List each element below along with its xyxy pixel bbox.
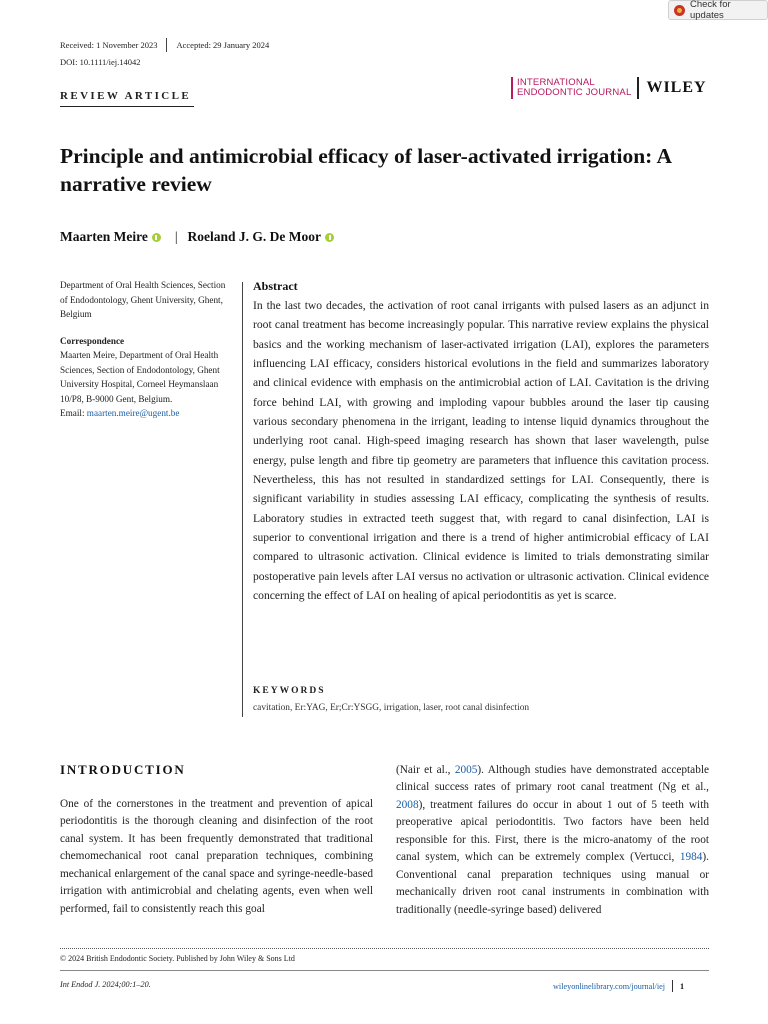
intro-text: ). Although studies have demonstrated acceptable clinical success rates of primary root canal treatment (Ng et al., — [396, 764, 709, 794]
citation-link[interactable]: 2008 — [396, 798, 419, 811]
abstract-heading: Abstract — [253, 279, 298, 293]
author-name[interactable]: Maarten Meire — [60, 229, 148, 244]
correspondence-address: Maarten Meire, Department of Oral Health Sciences, Section of Endodontology, Ghent University Hospital, Corneel Heymanslaan 10/P8, B-9000 Gent, Belgium. — [60, 350, 220, 404]
journal-logo-bar — [511, 77, 513, 99]
email-label: Email: — [60, 408, 85, 418]
intro-text: ). Conventional canal preparation techniques using manual or mechanically driven root canal instruments in combination with traditionally (needle-syringe based) delivered — [396, 851, 709, 916]
journal-name — [517, 78, 631, 98]
citation-link[interactable]: 1984 — [679, 851, 703, 864]
author-list — [60, 229, 338, 245]
copyright-notice: © 2024 British Endodontic Society. Published by John Wiley & Sons Ltd — [60, 954, 295, 963]
journal-logo — [511, 76, 707, 100]
intro-text: (Nair et al., — [396, 764, 455, 776]
article-type: REVIEW ARTICLE — [60, 90, 192, 102]
accepted-date: Accepted: 29 January 2024 — [176, 40, 270, 50]
abstract-divider — [242, 282, 243, 717]
check-for-updates-button[interactable] — [668, 0, 768, 20]
email-link[interactable]: maarten.meire@ugent.be — [86, 408, 180, 418]
received-date: Received: 1 November 2023 — [60, 40, 158, 50]
date-divider — [166, 38, 167, 52]
journal-citation: Int Endod J. 2024;00:1–20. — [60, 980, 151, 989]
article-dates — [60, 38, 269, 52]
footnote-divider — [60, 948, 709, 949]
footer-divider — [60, 970, 709, 971]
intro-text: ), treatment failures do occur in about 1 out of 5 teeth with preoperative apical periodontitis. Two factors have been held responsible for this. First, there is the micro-anatomy of the root canal system, which can be extremely complex (Vertucci, — [396, 798, 709, 864]
journal-name-line1: INTERNATIONAL — [517, 77, 595, 88]
orcid-icon[interactable] — [152, 233, 161, 242]
footer-separator — [672, 980, 673, 992]
author-info-column — [60, 278, 235, 421]
author-separator: | — [174, 229, 178, 244]
journal-url-link[interactable]: wileyonlinelibrary.com/journal/iej — [553, 981, 666, 991]
page-number: 1 — [680, 981, 685, 991]
journal-name-line2: ENDODONTIC JOURNAL — [517, 87, 632, 98]
keywords-list: cavitation, Er:YAG, Er;Cr:YSGG, irrigation, laser, root canal disinfection — [253, 703, 530, 713]
article-title: Principle and antimicrobial efficacy of laser-activated irrigation: A narrative review — [60, 144, 671, 196]
check-for-updates-label: Check for updates — [689, 0, 731, 21]
intro-paragraph-right — [396, 762, 709, 919]
article-type-underline — [60, 106, 194, 107]
intro-paragraph-left: One of the cornerstones in the treatment and prevention of apical periodontitis is the thorough cleaning and disinfection of the root canal system. It has been frequently demonstrated that traditional chemomechanical root canal preparation techniques, combining mechanical enlargement of the canal space and syringe-needle-based irrigation with antimicrobial and chelating agents, even when well performed, fail to consistently reach this goal — [60, 798, 373, 915]
abstract-text: In the last two decades, the activation of root canal irrigants with pulsed lasers as an adjunct in root canal treatment has become increasingly popular. This narrative review explains the physical basics and the working mechanism of laser-activated irrigation (LAI), explores the parameters influencing LAI efficacy, considers historical evolutions in the field and summarizes laboratory and clinical evidence with emphasis on the antimicrobial action of LAI. Cavitation is the driving force behind LAI, with growing and imploding vapour bubbles around the laser tip causing various secondary phenomena in the irrigant, leading to intense liquid dynamics throughout the underlying root canal. High-speed imaging research has shown that laser wavelength, pulse energy, pulse length and fibre tip geometry are parameters that influence this cavitation process. Nevertheless, this has not resulted in standardized settings for LAI. Consequently, there is significant variability in studies assessing LAI efficacy, complicating the synthesis of results. Laboratory studies in extracted teeth suggest that, with regard to canal disinfection, LAI is superior to conventional irrigation and there is a trend of higher antimicrobial efficacy of LAI compared to ultrasonic activation. Clinical evidence is limited to trials demonstrating similar postoperative pain levels after LAI versus no activation or ultrasonic activation. Clinical evidence concerning the effect of LAI on healing of apical periodontitis as yet is scarce. — [253, 299, 709, 603]
correspondence-heading: Correspondence — [60, 335, 125, 346]
logo-divider — [637, 77, 639, 99]
crossmark-icon — [674, 5, 685, 16]
orcid-icon[interactable] — [325, 233, 334, 242]
publisher-logo: WILEY — [646, 79, 707, 96]
citation-link[interactable]: 2005 — [454, 764, 478, 776]
author-name[interactable]: Roeland J. G. De Moor — [187, 229, 322, 244]
section-heading-introduction: INTRODUCTION — [60, 762, 186, 777]
doi: DOI: 10.1111/iej.14042 — [60, 57, 141, 67]
keywords-heading: KEYWORDS — [253, 686, 326, 696]
correspondence-email — [60, 406, 235, 421]
affiliation: Department of Oral Health Sciences, Section of Endodontology, Ghent University, Ghent, Belgium — [60, 280, 226, 319]
footer-right — [553, 980, 684, 992]
